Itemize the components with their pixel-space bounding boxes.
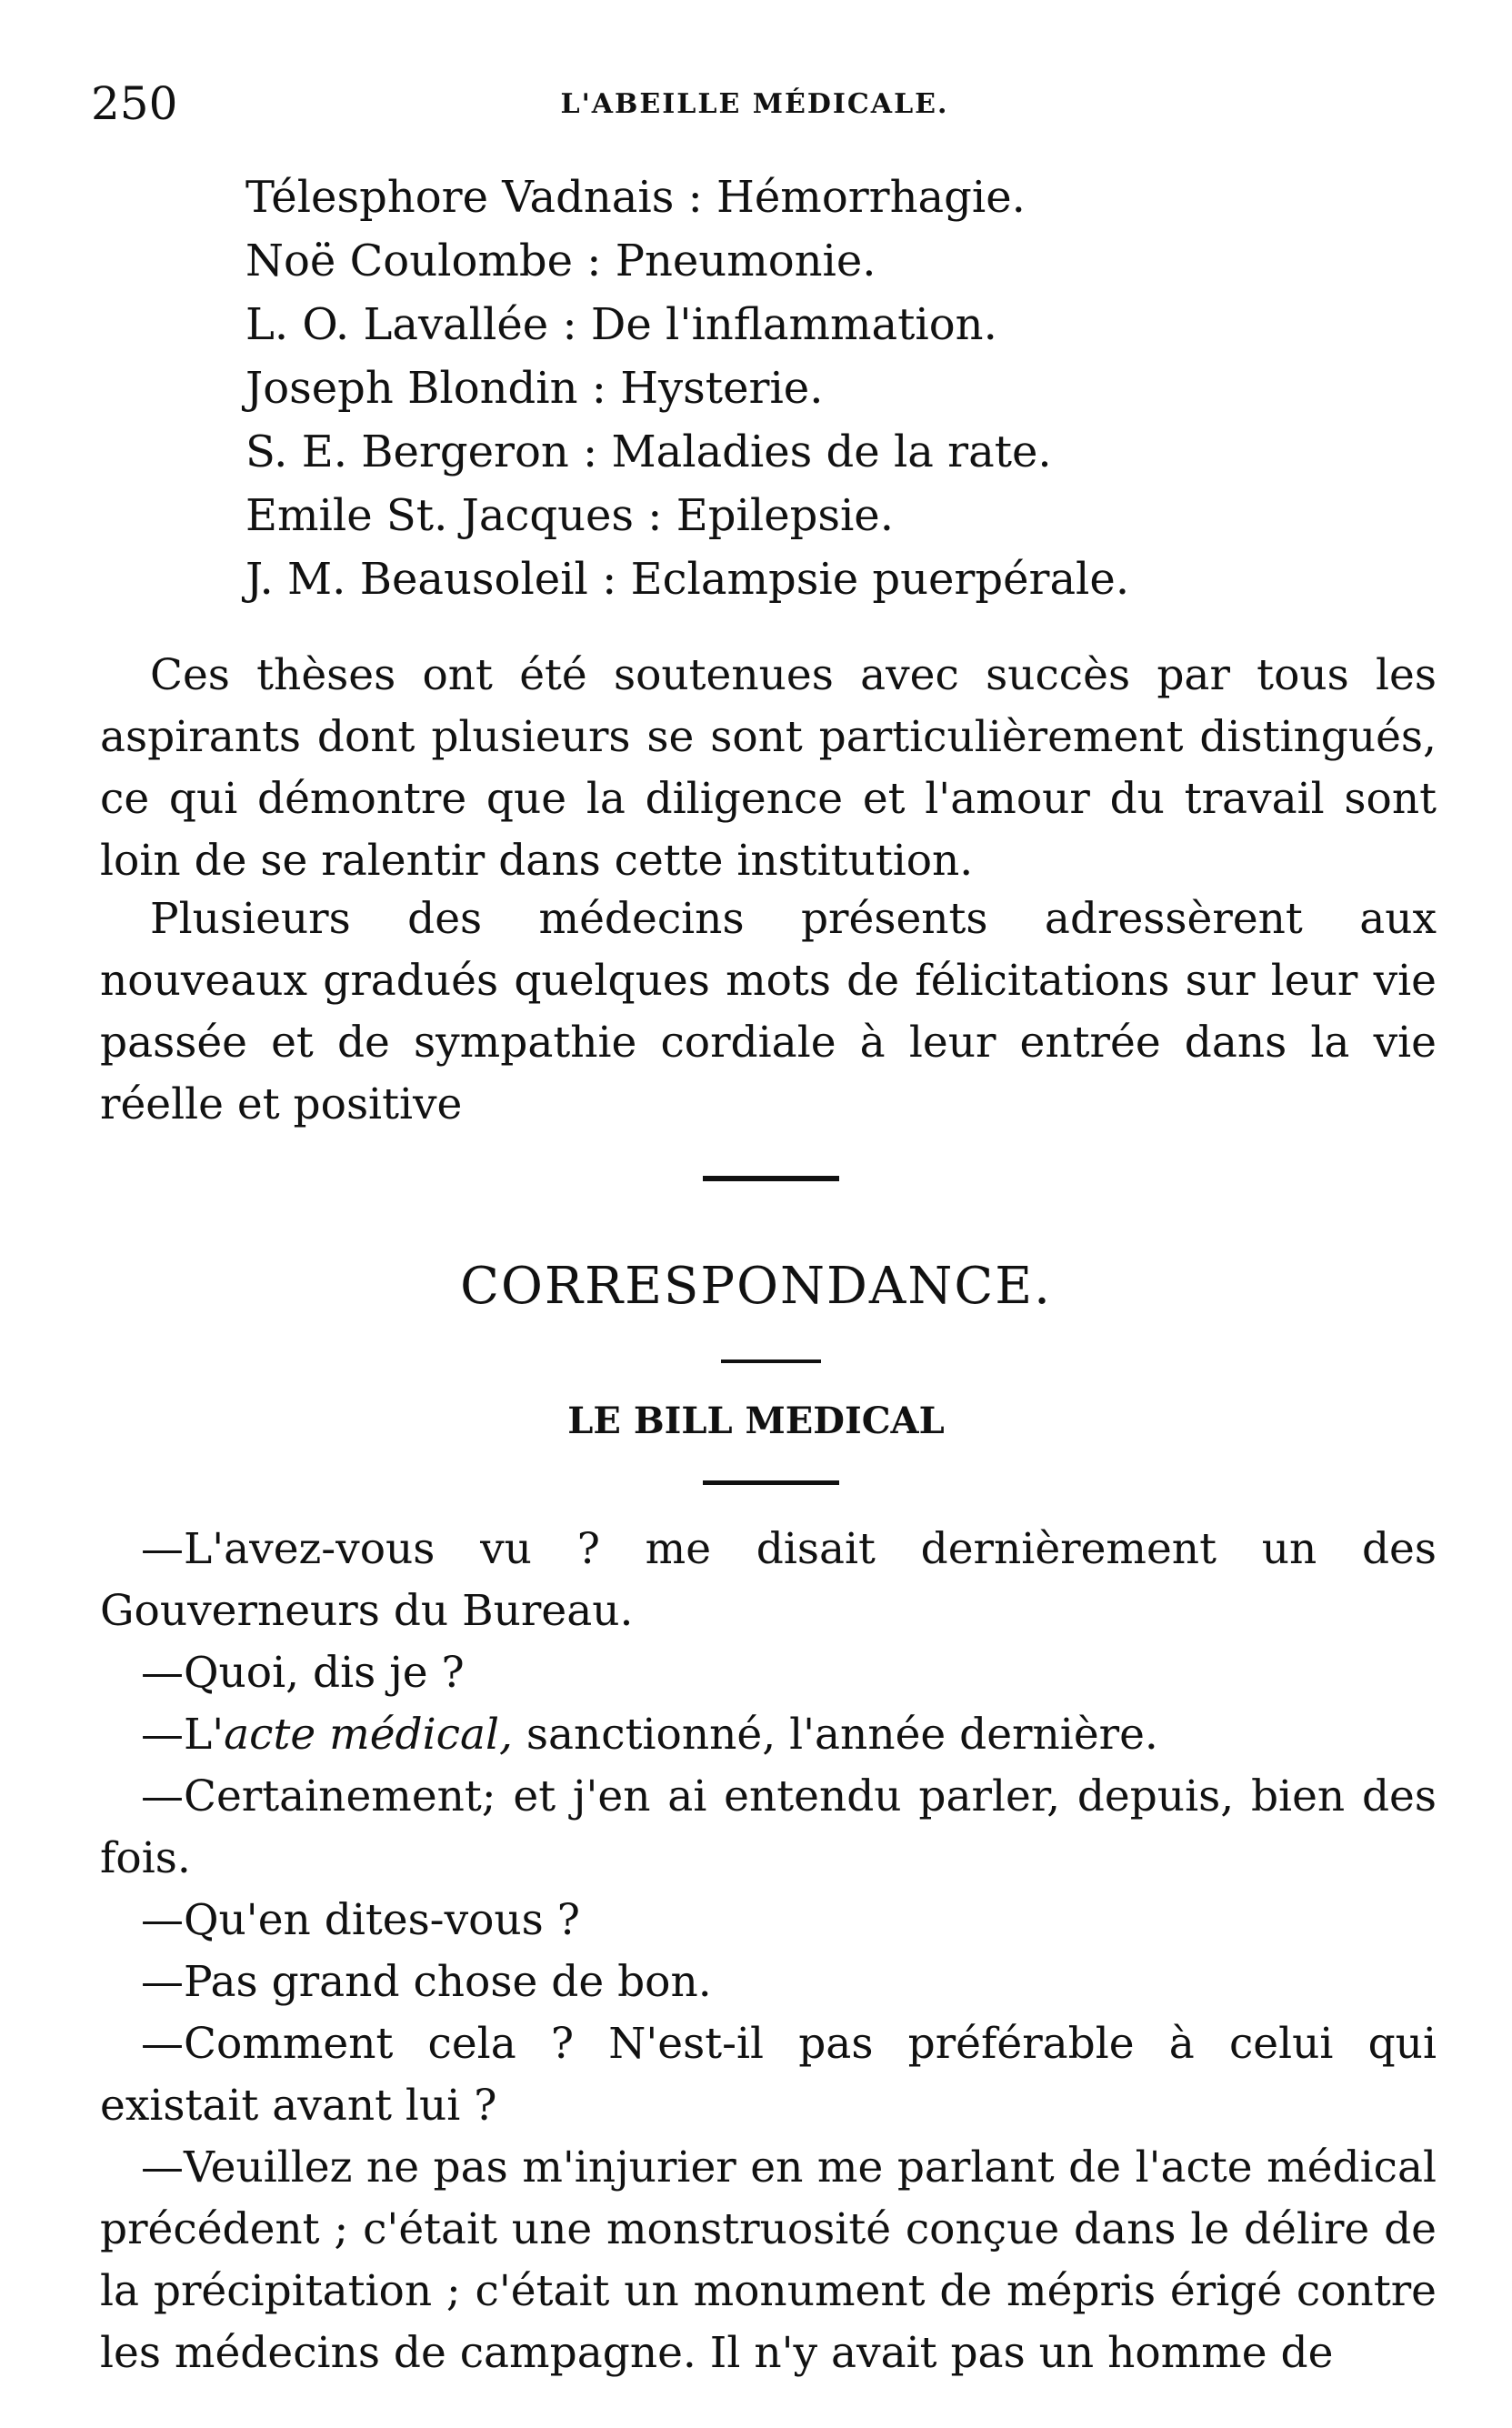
dialogue — [100, 1519, 1437, 2384]
dialogue-line — [100, 1704, 1437, 1766]
section-divider — [703, 1176, 839, 1181]
thesis-list — [245, 166, 1427, 611]
dialogue-line: —Certainement; et j'en ai entendu parler, depuis, bien des fois. — [100, 1771, 1437, 1883]
dialogue-text: —L' — [141, 1710, 225, 1760]
italic-term: acte médical, — [224, 1710, 513, 1760]
running-title: L'ABEILLE MÉDICALE. — [560, 88, 949, 120]
thesis-item: L. O. Lavallée : De l'inflammation. — [245, 299, 997, 350]
subsection-divider — [703, 1480, 839, 1485]
section-title: CORRESPONDANCE. — [460, 1257, 1052, 1316]
dialogue-line: —L'avez-vous vu ? me disait dernièrement un des Gouverneurs du Bureau. — [100, 1524, 1437, 1636]
dialogue-line: —Veuillez ne pas m'injurier en me parlant de l'acte médical précédent ; c'était une monstruosité conçue dans le délire de la précipitation ; c'était un monument de mépris érigé contre les médecins de campagne. Il n'y avait pas un homme de — [100, 2142, 1437, 2378]
dialogue-line: —Qu'en dites-vous ? — [141, 1895, 580, 1945]
thesis-item: Emile St. Jacques : Epilepsie. — [245, 490, 894, 541]
dialogue-line: —Quoi, dis je ? — [141, 1648, 465, 1698]
thesis-item: J. M. Beausoleil : Eclampsie puerpérale. — [245, 554, 1130, 605]
thesis-item: Joseph Blondin : Hysterie. — [245, 363, 824, 414]
title-divider — [721, 1359, 821, 1363]
paragraph: Ces thèses ont été soutenues avec succès par tous les aspirants dont plusieurs se sont particulièrement distingués, ce qui démontre que la diligence et l'amour du travail sont loin de se ralentir dans cette institution. — [100, 650, 1437, 886]
thesis-item: Télesphore Vadnais : Hémorrhagie. — [245, 172, 1026, 223]
paragraph: Plusieurs des médecins présents adressèrent aux nouveaux gradués quelques mots de félicitations sur leur vie passée et de sympathie cordiale à leur entrée dans la vie réelle et positive — [100, 894, 1437, 1129]
dialogue-text: sanctionné, l'année dernière. — [512, 1710, 1158, 1760]
subsection-title: LE BILL MEDICAL — [567, 1400, 945, 1442]
page-number: 250 — [91, 77, 178, 130]
dialogue-line: —Comment cela ? N'est-il pas préférable à celui qui existait avant lui ? — [100, 2019, 1437, 2131]
page-header — [91, 76, 1418, 131]
thesis-item: Noë Coulombe : Pneumonie. — [245, 236, 876, 286]
thesis-item: S. E. Bergeron : Maladies de la rate. — [245, 426, 1052, 477]
dialogue-line: —Pas grand chose de bon. — [141, 1957, 712, 2007]
